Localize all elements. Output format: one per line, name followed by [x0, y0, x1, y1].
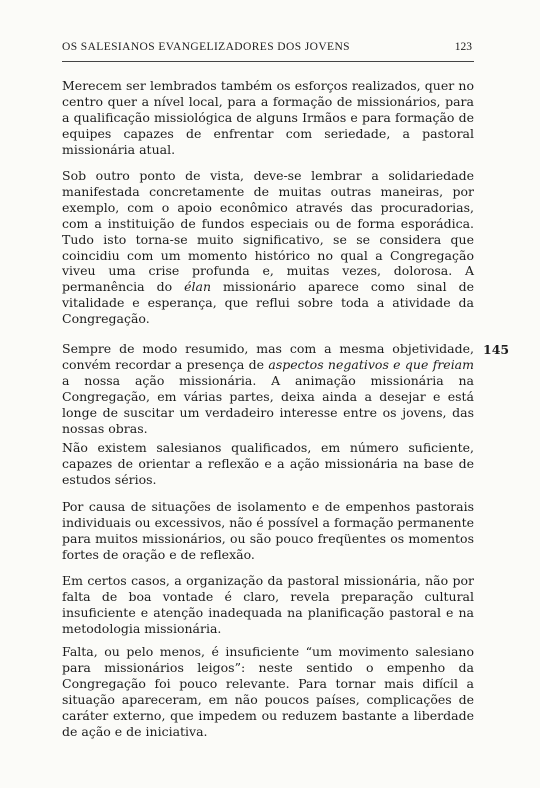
- running-title: OS SALESIANOS EVANGELIZADORES DOS JOVENS: [62, 41, 350, 53]
- page-number: 123: [454, 41, 472, 53]
- italic-term: élan: [184, 279, 212, 295]
- paragraph-text: a nossa ação missionária. A animação missionária na Congregação, em várias partes, deixa ainda a desejar e está longe de suscitar um verdadeiro interesse entre os jovens, das nossas obras.: [62, 372, 474, 436]
- paragraph-solidariedade: [62, 168, 474, 327]
- paragraph-organizacao: Em certos casos, a organização da pastoral missionária, não por falta de boa vontade é claro, revela preparação cultural insuficiente e atenção inadequada na planificação pastoral e na metodologia missionária.: [62, 573, 474, 636]
- margin-number: 145: [483, 342, 510, 357]
- paragraph-text: Sob outro ponto de vista, deve-se lembrar a solidariedade manifestada concretamente de muitas outras maneiras, por exemplo, com o apoio econômico através das procuradorias, com a instituição de fundos especiais ou de forma esporádica. Tudo isto torna-se muito significativo, se se considera que coincidiu com um momento histórico no qual a Congregação viveu uma crise profunda e, muitas vezes, dolorosa. A permanência do: [62, 168, 474, 295]
- paragraph-salesianos-qualificados: Não existem salesianos qualificados, em número suficiente, capazes de orientar a reflexão e a ação missionária na base de estudos sérios.: [62, 440, 474, 487]
- paragraph-text: Sempre de modo resumido, mas com a mesma objetividade, convém recordar a presença de: [62, 341, 474, 372]
- running-header: [62, 41, 474, 62]
- italic-phrase: aspectos negativos e que freiam: [268, 356, 474, 372]
- paragraph-formacao: Merecem ser lembrados também os esforços realizados, quer no centro quer a nível local, para a formação de missionários, para a qualificação missiológica de alguns Irmãos e para formação de equipes capazes de enfrentar com seriedade, a pastoral missionária atual.: [62, 78, 474, 157]
- paragraph-aspectos-negativos: [62, 341, 474, 436]
- paragraph-isolamento: Por causa de situações de isolamento e de empenhos pastorais individuais ou excessivos, não é possível a formação permanente para muitos missionários, ou são pouco freqüentes os momentos fortes de oração e de reflexão.: [62, 499, 474, 562]
- paragraph-movimento-leigos: Falta, ou pelo menos, é insuficiente “um movimento salesiano para missionários leigos”: neste sentido o empenho da Congregação foi pouco relevante. Para tornar mais difícil a situação apareceram, em não poucos países, complicações de caráter externo, que impedem ou reduzem bastante a liberdade de ação e de iniciativa.: [62, 644, 474, 739]
- paragraph-text: missionário aparece como sinal de vitalidade e esperança, que reflui sobre toda a atividade da Congregação.: [62, 279, 474, 327]
